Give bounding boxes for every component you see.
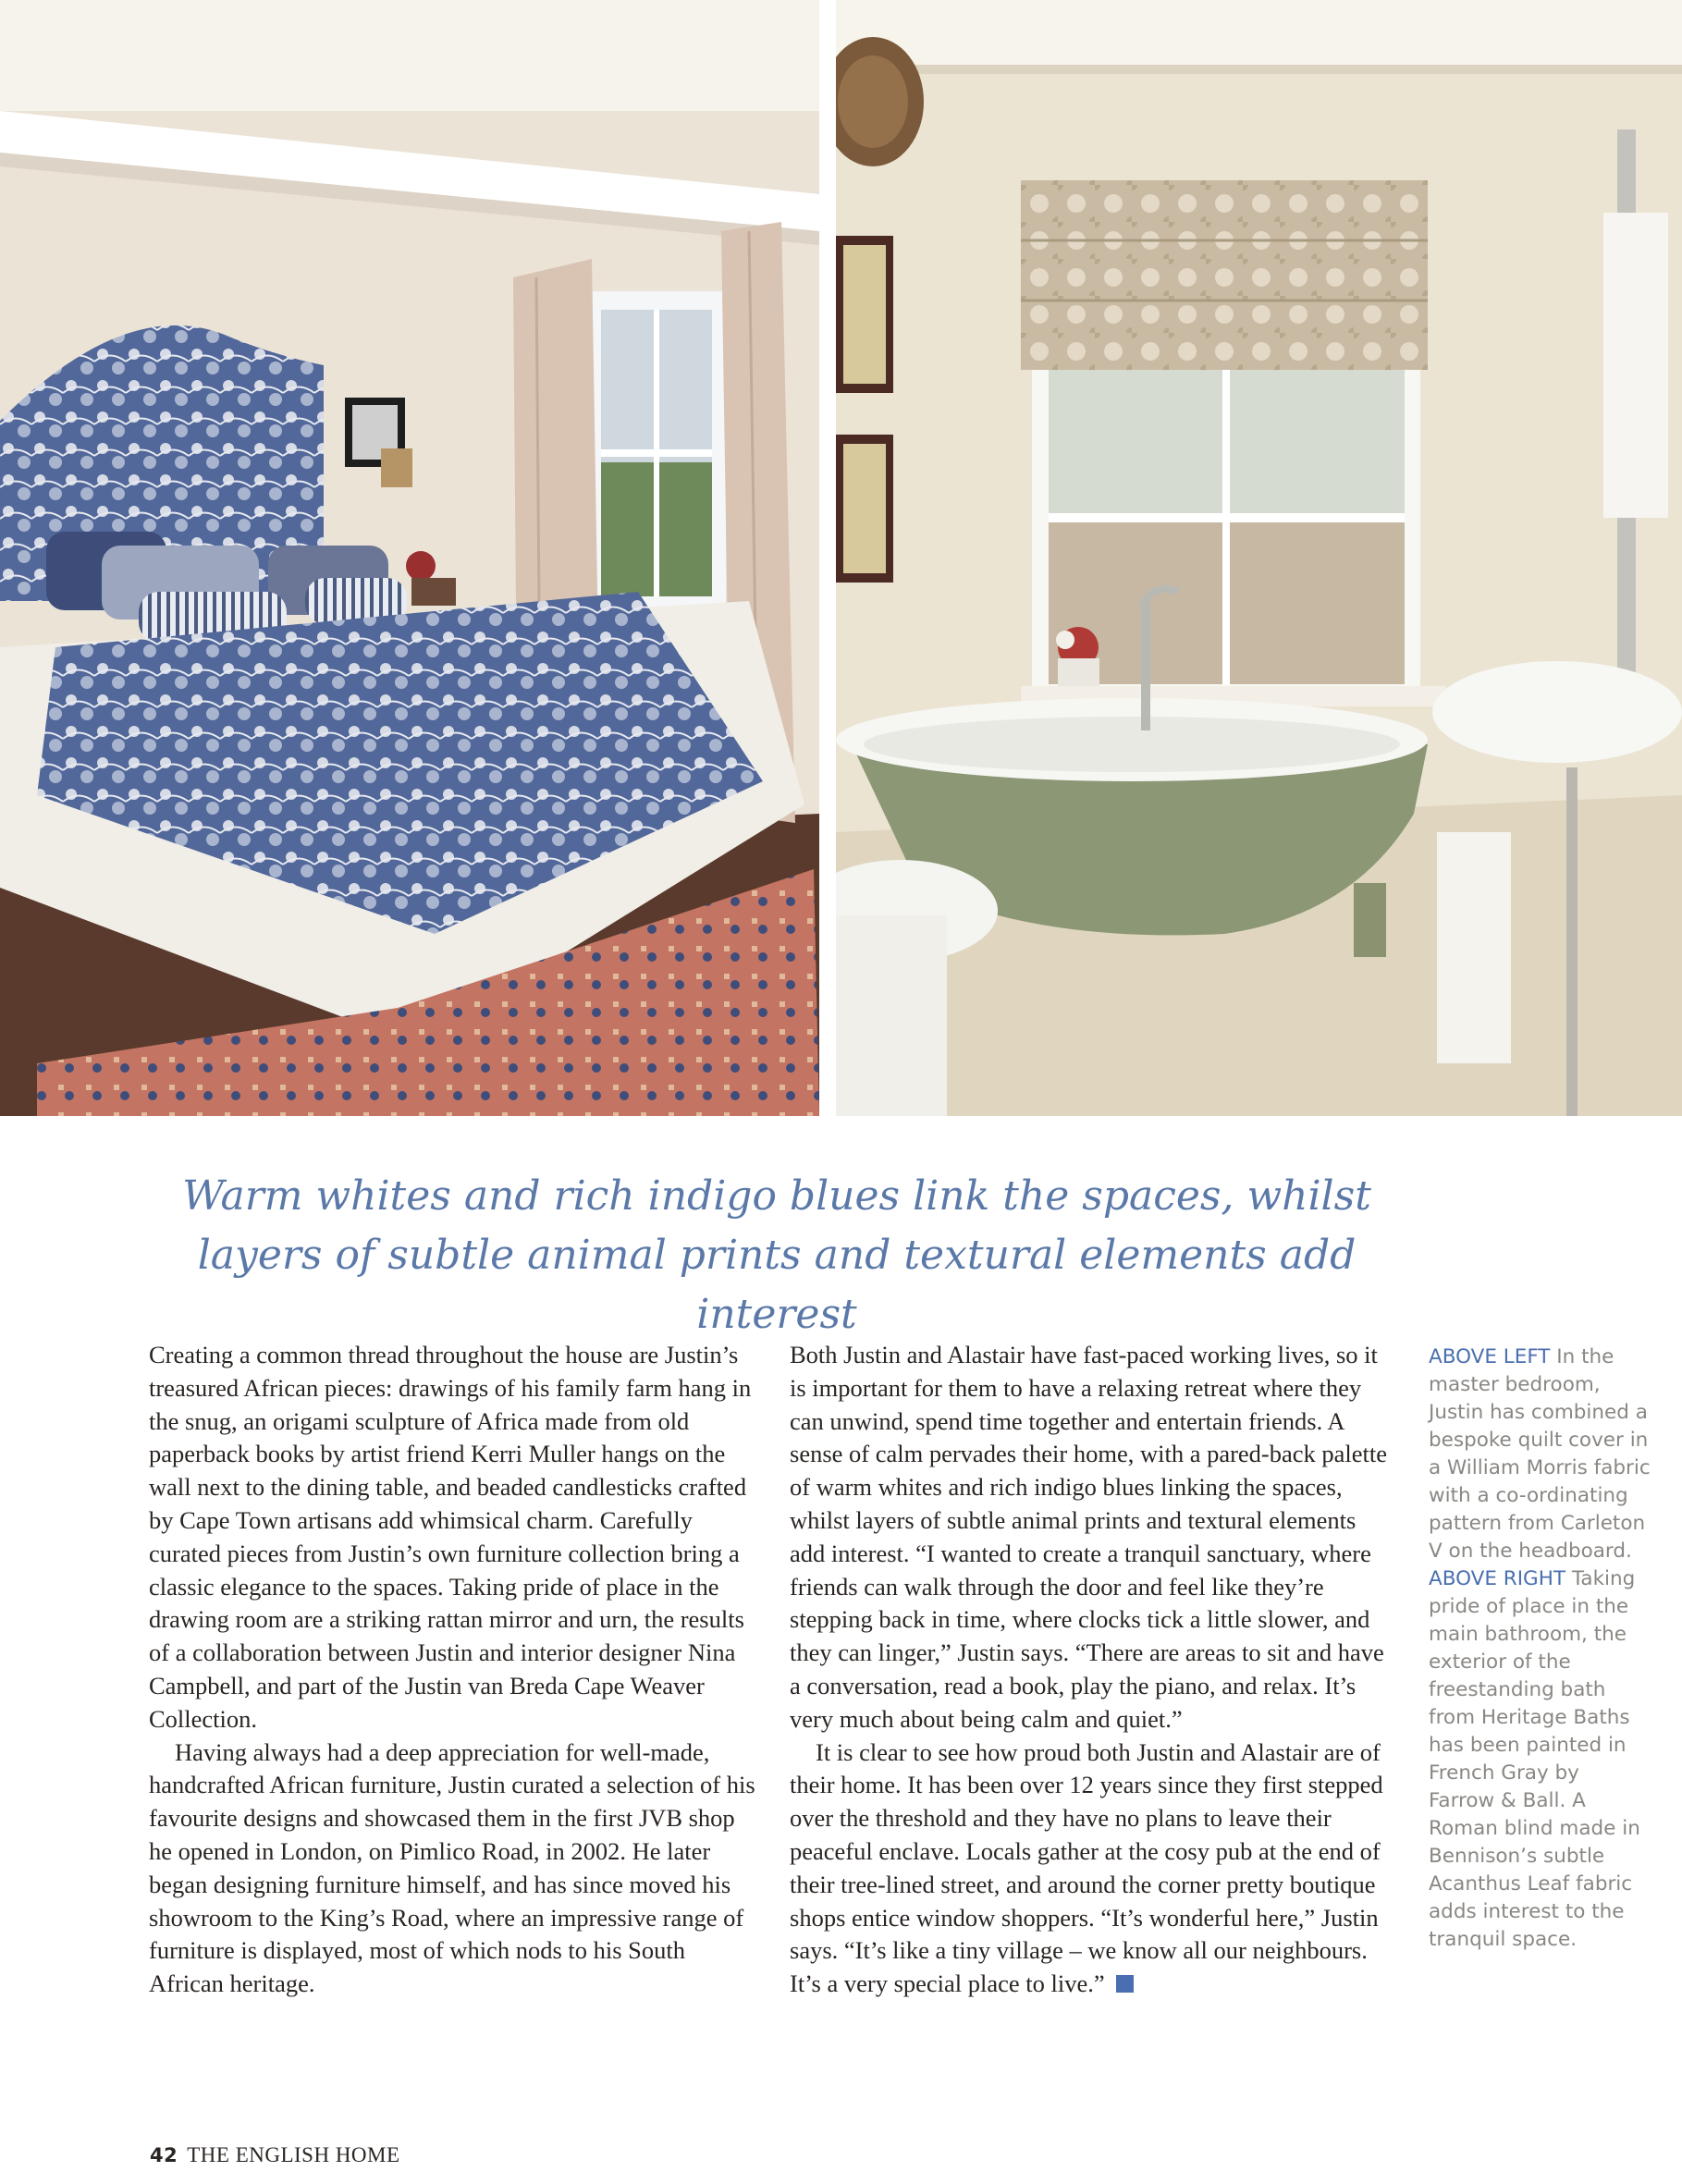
- bathroom-photo: [836, 0, 1682, 1116]
- end-mark-icon: [1116, 1975, 1134, 1993]
- caption-above-right: [1429, 1565, 1651, 1954]
- caption-label-right: ABOVE RIGHT: [1429, 1567, 1565, 1590]
- caption-text-right: Taking pride of place in the main bathroom, the exterior of the freestanding bath from Heritage Baths has been painted in French Gray by Farrow & Ball. A Roman blind made in Bennison’s subtle Acanthus Leaf fabric adds interest to the tranquil space.: [1429, 1567, 1640, 1951]
- pull-quote: Warm whites and rich indigo blues link the spaces, whilst layers of subtle animal prints and textural elements add interest: [182, 1172, 1371, 1338]
- caption-label-left: ABOVE LEFT: [1429, 1345, 1551, 1368]
- body-paragraph: Creating a common thread throughout the house are Justin’s treasured African pieces: drawings of his family farm hang in the snug, an origami sculpture of Africa made from old paperback books by artist friend Kerri Muller hangs on the wall next to the dining table, and beaded candlesticks crafted by Cape Town artisans add whimsical charm. Carefully curated pieces from Justin’s own furniture collection bring a classic elegance to the spaces. Taking pride of place in the drawing room are a striking rattan mirror and urn, the results of a collaboration between Justin and interior designer Nina Campbell, and part of the Justin van Breda Cape Weaver Collection.: [149, 1341, 752, 1733]
- body-column-2: [790, 1339, 1394, 2001]
- photo-caption: [1429, 1344, 1651, 1954]
- body-paragraph-text: It is clear to see how proud both Justin and Alastair are of their home. It has been over 12 years since they first stepped over the threshold and they have no plans to leave their peaceful enclave. Locals gather at the cosy pub at the end of their tree-lined street, and around the corner pretty boutique shops entice window shoppers. “It’s wonderful here,” Justin says. “It’s like a tiny village – we know all our neighbours. It’s a very special place to live.”: [790, 1737, 1383, 1998]
- body-column-1: [149, 1339, 757, 2001]
- page-folio: [150, 2143, 400, 2167]
- caption-above-left: [1429, 1344, 1651, 1565]
- publication-name: THE ENGLISH HOME: [187, 2143, 400, 2166]
- body-paragraph: [790, 1736, 1394, 2001]
- body-paragraph: Having always had a deep appreciation for well-made, handcrafted African furniture, Justin curated a selection of his favourite designs and showcased them in the first JVB shop he opened in London, on Pimlico Road, in 2002. He later began designing furniture himself, and has since moved his showroom to the King’s Road, where an impressive range of furniture is displayed, most of which nods to his South African heritage.: [149, 1737, 755, 1998]
- bedroom-photo: [0, 0, 819, 1116]
- body-paragraph: Both Justin and Alastair have fast-paced working lives, so it is important for them to have a relaxing retreat where they can unwind, spend time together and entertain friends. A sense of calm pervades their home, with a pared-back palette of warm whites and rich indigo blues linking the spaces, whilst layers of subtle animal prints and textural elements add interest. “I wanted to create a tranquil sanctuary, where friends can walk through the door and feel like they’re stepping back in time, where clocks tick a little slower, and they can linger,” Justin says. “There are areas to sit and have a conversation, read a book, play the piano, and relax. It’s very much about being calm and quiet.”: [790, 1341, 1388, 1733]
- page-number: 42: [150, 2144, 178, 2166]
- caption-text-left: In the master bedroom, Justin has combined a bespoke quilt cover in a William Morris fabric with a co-ordinating pattern from Carleton V on the headboard.: [1429, 1345, 1651, 1563]
